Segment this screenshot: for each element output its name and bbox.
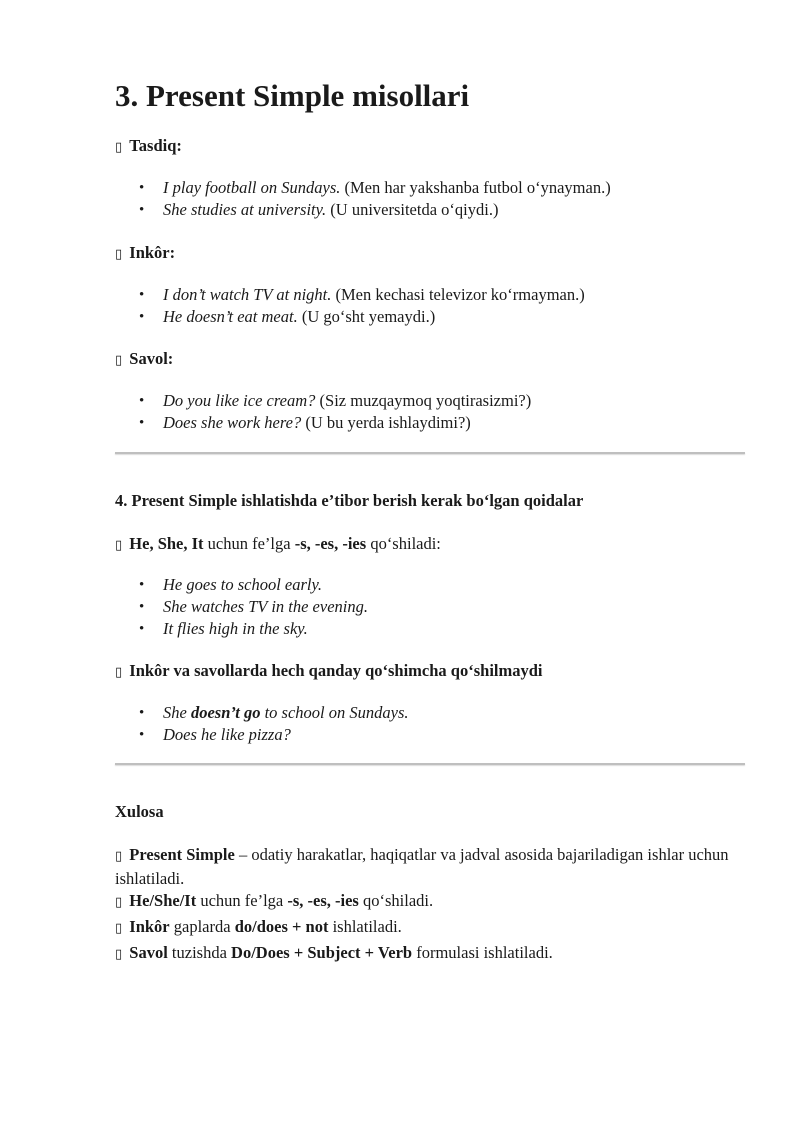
list-item — [115, 618, 368, 640]
rule-1-subjects: He, She, It — [129, 534, 204, 553]
list-item — [115, 199, 611, 221]
missing-glyph-icon: ▯ — [115, 538, 123, 553]
rule-1 — [115, 533, 441, 557]
missing-glyph-icon: ▯ — [115, 849, 123, 864]
missing-glyph-icon: ▯ — [115, 921, 123, 936]
xulosa-title-text: Xulosa — [115, 802, 164, 821]
example-bold: doesn’t go — [190, 703, 261, 722]
point-bold-2: -s, -es, -ies — [287, 891, 359, 910]
example-part: to school on Sundays. — [264, 703, 409, 722]
point-text-end: qo‘shiladi. — [362, 891, 434, 910]
section-4-title-text: 4. Present Simple ishlatishda e’tibor berish kerak bo‘lgan qoidalar — [115, 491, 584, 510]
inkor-label: Inkôr: — [129, 243, 176, 262]
savol-list — [115, 390, 531, 434]
point-text: – odatiy harakatlar, haqiqatlar va jadval asosida bajariladigan ishlar uchun ishlatiladi. — [115, 845, 729, 888]
section-3-title: 3. Present Simple misollari — [115, 78, 470, 113]
tasdiq-label: Tasdiq: — [129, 136, 182, 155]
point-text-end: formulasi ishlatiladi. — [416, 943, 553, 962]
rule-2-examples — [115, 702, 409, 746]
missing-glyph-icon: ▯ — [115, 947, 123, 962]
example-uz: (U go‘sht yemaydi.) — [301, 307, 436, 326]
section-4-title — [115, 490, 583, 512]
savol-label: Savol: — [129, 349, 174, 368]
point-text: tuzishda — [171, 943, 227, 962]
example-en: Do you like ice cream? — [163, 391, 316, 410]
example-en: I don’t watch TV at night. — [163, 285, 332, 304]
example-en: Does he like pizza? — [163, 725, 291, 744]
rule-1-text-end: qo‘shiladi: — [370, 534, 441, 553]
missing-glyph-icon: ▯ — [115, 247, 123, 262]
example-uz: (U bu yerda ishlaydimi?) — [305, 413, 471, 432]
xulosa-point-3 — [115, 916, 402, 940]
example-uz: (Men har yakshanba futbol o‘ynayman.) — [344, 178, 611, 197]
xulosa-point-2 — [115, 890, 433, 914]
point-bold: Inkôr — [129, 917, 170, 936]
rule-2-label: Inkôr va savollarda hech qanday qo‘shimcha qo‘shilmaydi — [129, 661, 543, 680]
point-text: gaplarda — [173, 917, 231, 936]
list-item — [115, 702, 409, 724]
rule-1-suffix: -s, -es, -ies — [294, 534, 367, 553]
rule-1-examples — [115, 574, 368, 640]
example-uz: (U universitetda o‘qiydi.) — [330, 200, 499, 219]
list-item — [115, 390, 531, 412]
tasdiq-list — [115, 177, 611, 221]
xulosa-title — [115, 801, 164, 823]
divider — [115, 763, 745, 765]
missing-glyph-icon: ▯ — [115, 140, 123, 155]
example-en: I play football on Sundays. — [163, 178, 341, 197]
example-uz: (Men kechasi televizor ko‘rmayman.) — [335, 285, 585, 304]
point-bold: Present Simple — [129, 845, 235, 864]
example-part: She — [163, 703, 187, 722]
savol-heading — [115, 348, 173, 372]
list-item — [115, 306, 585, 328]
list-item — [115, 177, 611, 199]
point-text: uchun fe’lga — [200, 891, 284, 910]
missing-glyph-icon: ▯ — [115, 665, 123, 680]
point-text-end: ishlatiladi. — [332, 917, 402, 936]
missing-glyph-icon: ▯ — [115, 895, 123, 910]
rule-2 — [115, 660, 543, 684]
tasdiq-heading — [115, 135, 182, 159]
example-en: He goes to school early. — [163, 575, 323, 594]
example-en: Does she work here? — [163, 413, 302, 432]
example-en: She watches TV in the evening. — [163, 597, 368, 616]
point-bold-2: Do/Does + Subject + Verb — [231, 943, 413, 962]
list-item — [115, 596, 368, 618]
xulosa-point-4 — [115, 942, 553, 966]
inkor-list — [115, 284, 585, 328]
example-en: It flies high in the sky. — [163, 619, 308, 638]
xulosa-point-1 — [115, 844, 735, 890]
rule-1-text: uchun fe’lga — [207, 534, 291, 553]
example-en: She studies at university. — [163, 200, 327, 219]
list-item — [115, 412, 531, 434]
list-item — [115, 724, 409, 746]
list-item — [115, 284, 585, 306]
divider — [115, 452, 745, 454]
example-uz: (Siz muzqaymoq yoqtirasizmi?) — [319, 391, 532, 410]
point-bold-2: do/does + not — [234, 917, 329, 936]
point-bold: He/She/It — [129, 891, 197, 910]
example-en: He doesn’t eat meat. — [163, 307, 298, 326]
inkor-heading — [115, 242, 175, 266]
point-bold: Savol — [129, 943, 168, 962]
missing-glyph-icon: ▯ — [115, 353, 123, 368]
list-item — [115, 574, 368, 596]
